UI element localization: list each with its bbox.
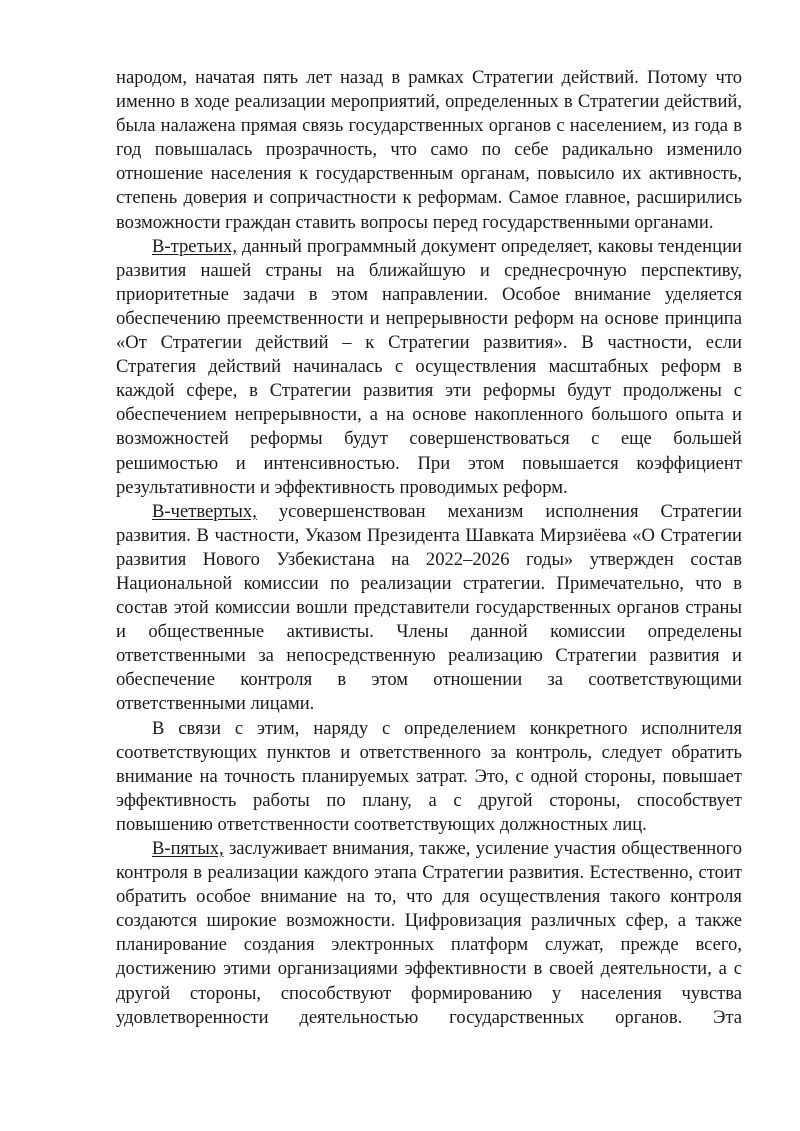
paragraph-1	[116, 66, 742, 235]
paragraph-text: данный программный документ определяет, каковы тенденции развития нашей страны на ближайшую и среднесрочную перспективу, приоритетные задачи в этом направлении. Особое внимание уделяется обеспечению преемственности и непрерывности реформ на основе принципа «От Стратегии действий – к Стратегии развития». В частности, если Стратегия действий начиналась с осуществления масштабных реформ в каждой сфере, в Стратегии развития эти реформы будут продолжены с обеспечением непрерывности, а на основе накопленного большого опыта и возможностей реформы будут совершенствоваться с еще большей решимостью и интенсивностью. При этом повышается коэффициент результативности и эффективность проводимых реформ.	[116, 235, 742, 498]
paragraph-2	[116, 235, 742, 500]
paragraph-marker: В-пятых,	[152, 838, 224, 859]
paragraph-5	[116, 837, 742, 1030]
paragraph-text: народом, начатая пять лет назад в рамках Стратегии действий. Потому что именно в ходе реализации мероприятий, определенных в Стратегии действий, была налажена прямая связь государственных органов с населением, из года в год повышалась прозрачность, что само по себе радикально изменило отношение населения к государственным органам, повысило их активность, степень доверия и сопричастности к реформам. Самое главное, расширились возможности граждан ставить вопросы перед государственными органами.	[116, 67, 742, 233]
paragraph-marker: В-четвертых,	[152, 500, 257, 522]
paragraph-3	[116, 500, 742, 717]
paragraph-4	[116, 717, 742, 837]
document-page	[116, 66, 742, 1030]
paragraph-text: заслуживает внимания, также, усиление участия общественного контроля в реализации каждого этапа Стратегии развития. Естественно, стоит обратить особое внимание на то, что для осуществления такого контроля создаются широкие возможности. Цифровизация различных сфер, а также планирование создания электронных платформ служат, прежде всего, достижению этими организациями эффективности в своей деятельности, а с другой стороны, способствуют формированию у населения чувства удовлетворенности деятельностью государственных органов. Эта	[116, 838, 742, 1028]
paragraph-marker: В-третьих,	[152, 235, 237, 257]
paragraph-text: В связи с этим, наряду с определением конкретного исполнителя соответствующих пунктов и ответственного за контроль, следует обратить внимание на точность планируемых затрат. Это, с одной стороны, повышает эффективность работы по плану, а с другой стороны, способствует повышению ответственности соответствующих должностных лиц.	[116, 717, 742, 835]
paragraph-text: усовершенствован механизм исполнения Стратегии развития. В частности, Указом Президента Шавката Мирзиёева «О Стратегии развития Нового Узбекистана на 2022–2026 годы» утвержден состав Национальной комиссии по реализации стратегии. Примечательно, что в состав этой комиссии вошли представители государственных органов страны и общественные активисты. Члены данной комиссии определены ответственными за непосредственную реализацию Стратегии развития и обеспечение контроля в этом отношении за соответствующими ответственными лицами.	[116, 500, 742, 715]
